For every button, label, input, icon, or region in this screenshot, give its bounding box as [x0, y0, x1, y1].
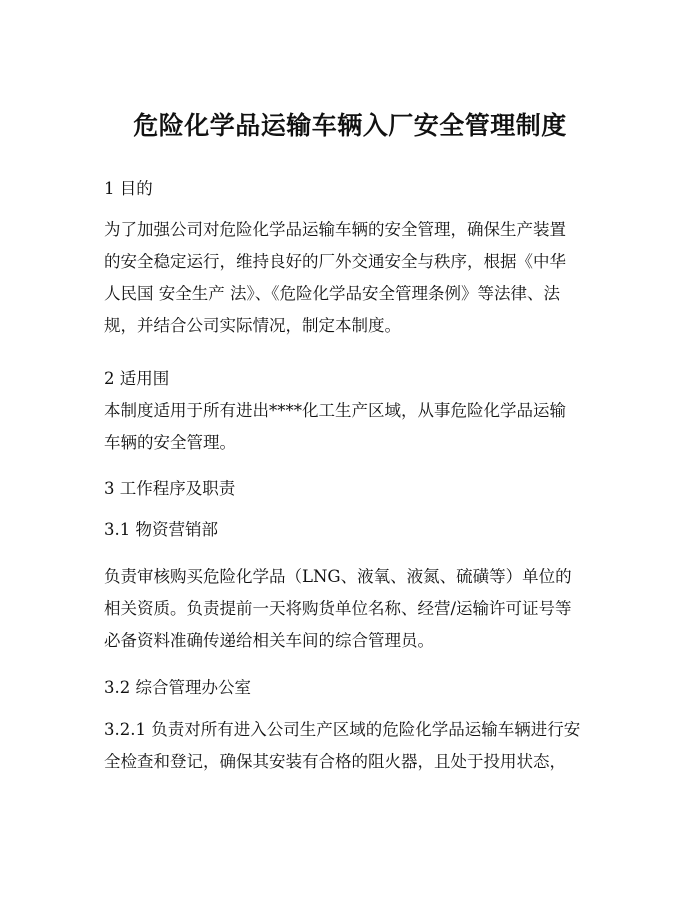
paragraph-line: 相关资质。负责提前一天将购货单位名称、经营/运输许可证号等: [104, 599, 572, 618]
paragraph-line: 为了加强公司对危险化学品运输车辆的安全管理，确保生产装置: [104, 220, 566, 239]
document-title: 危险化学品运输车辆入厂安全管理制度: [133, 111, 567, 140]
paragraph-line: 规，并结合公司实际情况，制定本制度。: [104, 316, 401, 335]
paragraph-line: 必备资料准确传递给相关车间的综合管理员。: [104, 631, 434, 650]
section-2-heading: 2 适用围: [104, 369, 170, 388]
paragraph-line: 的安全稳定运行，维持良好的厂外交通安全与秩序，根据《中华: [104, 252, 566, 271]
paragraph-line: 负责审核购买危险化学品（LNG、液氧、液氮、硫磺等）单位的: [104, 567, 572, 586]
paragraph-line: 全检查和登记，确保其安装有合格的阻火器，且处于投用状态，: [104, 752, 566, 771]
section-3-2-heading: 3.2 综合管理办公室: [104, 678, 251, 697]
section-1-paragraph: [104, 214, 604, 342]
section-3-1-paragraph: [104, 561, 604, 657]
section-1-heading: 1 目的: [104, 179, 153, 198]
paragraph-line: 3.2.1 负责对所有进入公司生产区域的危险化学品运输车辆进行安: [104, 720, 581, 739]
paragraph-line: 车辆的安全管理。: [104, 433, 236, 452]
section-3-2-1-paragraph: [104, 714, 604, 778]
section-3-1-heading: 3.1 物资营销部: [104, 520, 218, 539]
paragraph-line: 人民国 安全生产 法》、《危险化学品安全管理条例》等法律、法: [104, 284, 560, 303]
paragraph-line: 本制度适用于所有进出****化工生产区域，从事危险化学品运输: [104, 401, 566, 420]
section-2-paragraph: [104, 395, 604, 459]
section-3-heading: 3 工作程序及职责: [104, 479, 236, 498]
